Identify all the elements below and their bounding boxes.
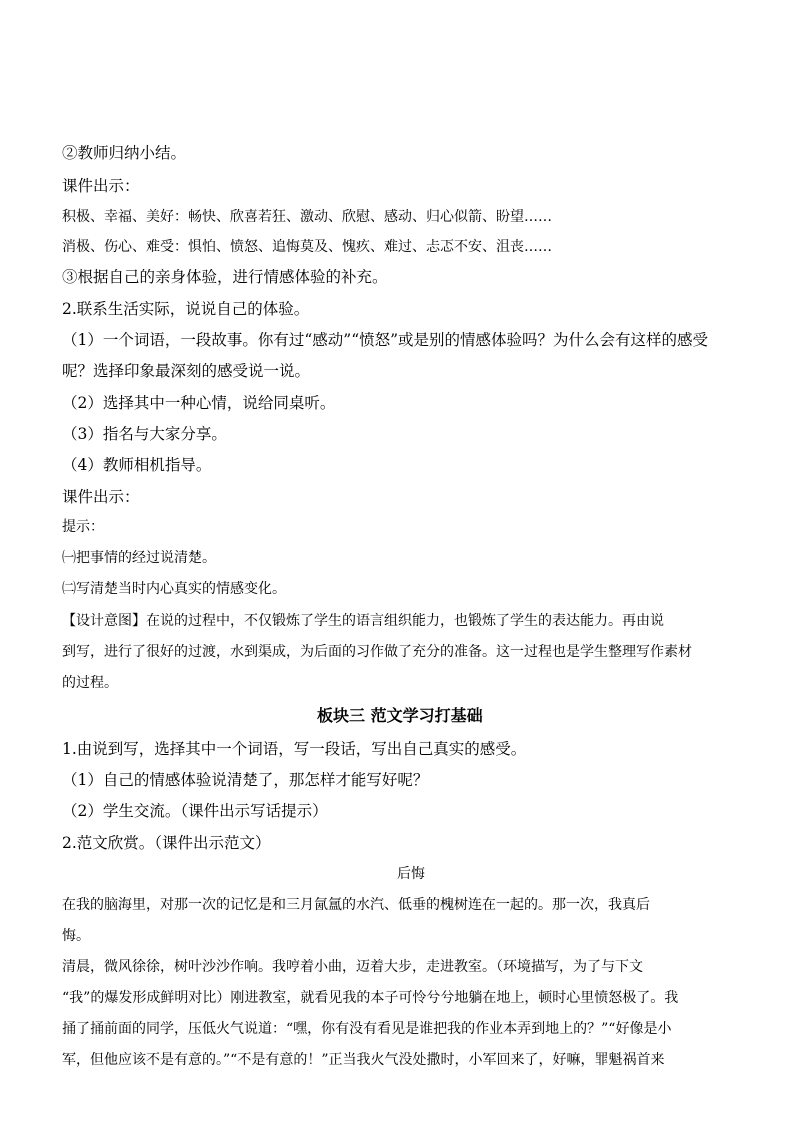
text-line: ㈡写清楚当时内心真实的情感变化。 — [62, 581, 286, 597]
text-line: 2.范文欣赏。（课件出示范文） — [62, 834, 271, 852]
text-line: ③根据自己的亲身体验，进行情感体验的补充。 — [62, 268, 388, 286]
text-line: （1）一个词语，一段故事。你有过“感动”“愤怒”或是别的情感体验吗？为什么会有这样的感受 — [62, 331, 709, 349]
text-line: 2.联系生活实际，说说自己的体验。 — [62, 300, 310, 318]
essay-line: 在我的脑海里，对那一次的记忆是和三月氤氲的水汽、低垂的槐树连在一起的。那一次，我真后 — [62, 897, 650, 913]
design-intent-line: 到写，进行了很好的过渡，水到渠成，为后面的习作做了充分的准备。这一过程也是学生整理写作素材 — [62, 644, 692, 660]
text-line: 课件出示： — [62, 488, 140, 506]
essay-line: 军，但他应该不是有意的。”“不是有意的！”正当我火气没处撒时，小军回来了，好嘛，罪魁祸首来 — [62, 1052, 665, 1068]
section-heading: 板块三 范文学习打基础 — [317, 706, 483, 725]
text-line: （1）自己的情感体验说清楚了，那怎样才能写好呢？ — [62, 771, 429, 789]
design-intent-line: 【设计意图】在说的过程中，不仅锻炼了学生的语言组织能力，也锻炼了学生的表达能力。再由说 — [62, 613, 664, 629]
text-line: 提示： — [62, 519, 104, 535]
text-line: （2）学生交流。（课件出示写话提示） — [62, 802, 328, 820]
essay-line: 悔。 — [62, 928, 90, 944]
essay-line: 捅了捅前面的同学，压低火气说道：“嘿，你有没有看见是谁把我的作业本弄到地上的？”“好像是小 — [62, 1021, 672, 1037]
text-line: 消极、伤心、难受：惧怕、愤怒、追悔莫及、愧疚、难过、忐忑不安、沮丧…… — [62, 239, 552, 255]
text-line: 1.由说到写，选择其中一个词语，写一段话，写出自己真实的感受。 — [62, 740, 527, 758]
text-line: ②教师归纳小结。 — [62, 144, 187, 162]
text-line: （2）选择其中一种心情，说给同桌听。 — [62, 394, 336, 412]
design-intent-line: 的过程。 — [62, 675, 118, 691]
text-line: 积极、幸福、美好：畅快、欣喜若狂、激动、欣慰、感动、归心似箭、盼望…… — [62, 209, 552, 225]
essay-line: “我”的爆发形成鲜明对比）刚进教室，就看见我的本子可怜兮兮地躺在地上，顿时心里愤怒极了。我 — [62, 990, 679, 1006]
text-line: （3）指名与大家分享。 — [62, 425, 227, 443]
text-line: 课件出示： — [62, 177, 140, 195]
essay-line: 清晨，微风徐徐，树叶沙沙作响。我哼着小曲，迈着大步，走进教室。（环境描写，为了与下文 — [62, 959, 643, 975]
essay-title: 后悔 — [397, 866, 425, 882]
text-line: 呢？选择印象最深刻的感受说一说。 — [62, 362, 311, 380]
text-line: ㈠把事情的经过说清楚。 — [62, 550, 216, 566]
text-line: （4）教师相机指导。 — [62, 456, 212, 474]
